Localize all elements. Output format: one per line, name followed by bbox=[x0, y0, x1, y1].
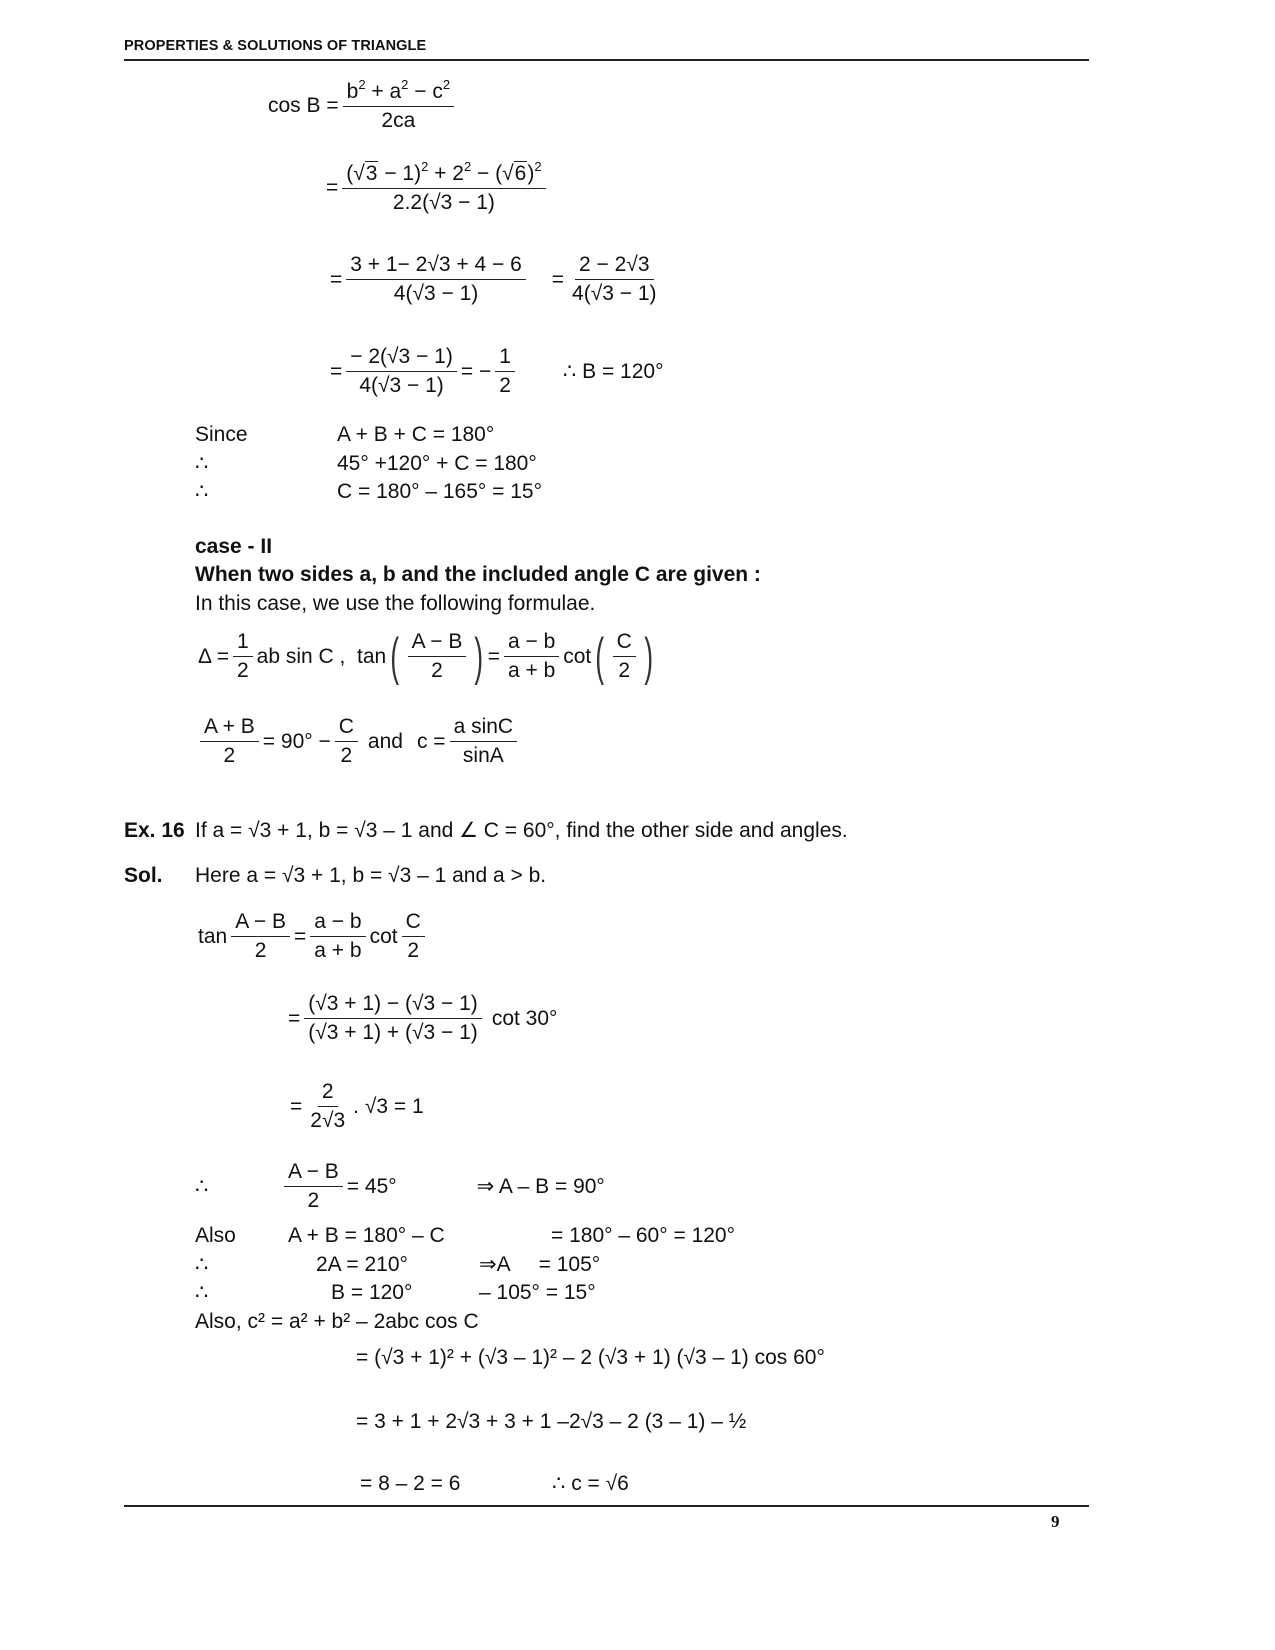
row-right: = 180° – 60° = 120° bbox=[551, 1224, 736, 1247]
row-expr: A + B + C = 180° bbox=[337, 423, 495, 446]
numerator: (√3 + 1) − (√3 − 1) bbox=[304, 992, 482, 1019]
ninety-minus: = 90° − bbox=[262, 729, 331, 753]
denominator: 2 bbox=[407, 939, 419, 963]
fraction bbox=[231, 910, 290, 963]
case2-heading: case - II bbox=[195, 535, 273, 558]
cot-30: cot 30° bbox=[491, 1006, 558, 1030]
denominator: 2√3 bbox=[310, 1109, 346, 1133]
numerator: C bbox=[402, 910, 425, 937]
cosB-lhs: cos B = bbox=[268, 93, 339, 117]
row-expr: 45° +120° + C = 180° bbox=[337, 451, 537, 475]
numerator: $b^2 + a^2 - c^2$ bbox=[343, 78, 454, 107]
example-label: Ex. 16 bbox=[124, 818, 185, 842]
c-squared-step3 bbox=[360, 1471, 629, 1496]
numerator: 2 bbox=[318, 1080, 338, 1107]
row-label: Also bbox=[195, 1224, 236, 1247]
equals-minus: = − bbox=[460, 359, 492, 383]
area-expr: ab sin C , tan bbox=[256, 644, 387, 668]
denominator: 2 bbox=[618, 659, 631, 683]
equals-sign: = bbox=[294, 924, 307, 948]
numerator: A + B bbox=[200, 715, 259, 742]
tan-formula bbox=[198, 910, 429, 963]
difference-implies: ⇒ A – B = 90° bbox=[476, 1175, 605, 1199]
fraction bbox=[335, 715, 358, 768]
also-block bbox=[195, 1222, 735, 1336]
denominator: 2 bbox=[307, 1189, 320, 1213]
numerator: a − b bbox=[504, 630, 559, 657]
fraction bbox=[408, 630, 467, 683]
therefore-label: ∴ bbox=[195, 1175, 209, 1199]
tan-step2 bbox=[290, 1080, 424, 1133]
row-mid: B = 120° bbox=[331, 1281, 413, 1304]
denominator: 2 bbox=[254, 939, 267, 963]
fraction bbox=[284, 1160, 343, 1213]
numerator: 1 bbox=[495, 345, 515, 372]
case2-subheading: When two sides a, b and the included angle C are given : bbox=[195, 563, 761, 586]
question-text: If a = √3 + 1, b = √3 – 1 and ∠ C = 60°, find the other side and angles. bbox=[195, 819, 848, 842]
cosB-step3 bbox=[330, 345, 664, 398]
numerator: 3 + 1− 2√3 + 4 − 6 bbox=[346, 253, 526, 280]
right-paren: ) bbox=[474, 627, 484, 686]
denominator: 2ca bbox=[381, 109, 416, 133]
example-16-question bbox=[124, 818, 848, 843]
page-number: 9 bbox=[1051, 1512, 1060, 1531]
row-mid: 2A = 210° bbox=[316, 1252, 408, 1276]
fraction bbox=[346, 345, 457, 398]
fraction bbox=[450, 715, 518, 768]
left-paren: ( bbox=[595, 627, 605, 686]
denominator: 2 bbox=[236, 659, 249, 683]
and-word: and bbox=[367, 729, 403, 753]
denominator: 4(√3 − 1) bbox=[572, 282, 657, 306]
denominator: 4(√3 − 1) bbox=[393, 282, 479, 306]
c-equals: c = bbox=[416, 729, 446, 753]
row-label: Since bbox=[195, 423, 248, 446]
conclusion-B: ∴ B = 120° bbox=[562, 360, 664, 384]
numerator: a sinC bbox=[450, 715, 518, 742]
fraction-one-half bbox=[495, 345, 515, 398]
therefore-label: ∴ bbox=[195, 1281, 209, 1304]
fraction bbox=[306, 1080, 349, 1133]
numerator: $(√3 - 1)^2 + 2^2 - (√6)^2$ bbox=[342, 160, 545, 189]
delta-symbol: Δ = bbox=[198, 644, 229, 668]
half-difference-row bbox=[195, 1160, 605, 1213]
denominator: a + b bbox=[314, 939, 362, 963]
equals-sign: = bbox=[330, 267, 343, 291]
fraction bbox=[402, 910, 425, 963]
cot-label: cot bbox=[563, 644, 592, 668]
row-right: – 105° = 15° bbox=[479, 1281, 596, 1304]
numerator: − 2(√3 − 1) bbox=[346, 345, 457, 372]
solution-intro-text: Here a = √3 + 1, b = √3 – 1 and a > b. bbox=[195, 864, 547, 887]
therefore-label: ∴ bbox=[195, 1252, 209, 1276]
solution-intro bbox=[124, 864, 546, 888]
numerator: A − B bbox=[284, 1160, 343, 1187]
therefore-label: ∴ bbox=[195, 480, 209, 503]
fraction bbox=[568, 253, 660, 306]
denominator: 2 bbox=[340, 744, 353, 768]
denominator: 2 bbox=[499, 374, 511, 398]
numerator: 1 bbox=[233, 630, 253, 657]
since-block bbox=[195, 421, 542, 507]
denominator: (√3 + 1) + (√3 − 1) bbox=[308, 1021, 478, 1045]
equals-sign: = bbox=[487, 644, 500, 668]
c-result: ∴ c = √6 bbox=[552, 1472, 629, 1495]
cosine-rule: Also, c² = a² + b² – 2abc cos C bbox=[195, 1309, 479, 1333]
row-mid: A + B = 180° – C bbox=[288, 1224, 445, 1247]
c-squared-step2: = 3 + 1 + 2√3 + 3 + 1 –2√3 – 2 (3 – 1) – ½ bbox=[356, 1410, 747, 1433]
fraction bbox=[304, 992, 482, 1045]
tan-step1 bbox=[288, 992, 557, 1045]
denominator: 2.2(√3 − 1) bbox=[392, 191, 495, 215]
numerator: C bbox=[335, 715, 358, 742]
solution-label: Sol. bbox=[124, 864, 163, 887]
denominator: 2 bbox=[431, 659, 443, 683]
case2-formula-row1 bbox=[198, 627, 657, 686]
fraction bbox=[200, 715, 259, 768]
c-squared-value: = 8 – 2 = 6 bbox=[360, 1471, 461, 1495]
denominator: 2 bbox=[223, 744, 236, 768]
header-rule bbox=[124, 59, 1089, 61]
fraction bbox=[342, 160, 545, 215]
equals-sign: = bbox=[551, 267, 565, 291]
fraction bbox=[343, 78, 454, 133]
case2-intro: In this case, we use the following formulae. bbox=[195, 592, 596, 615]
fraction bbox=[613, 630, 636, 683]
equals-sign: = bbox=[288, 1006, 301, 1030]
numerator: C bbox=[613, 630, 636, 657]
denominator: sinA bbox=[462, 744, 504, 768]
page-header-title: PROPERTIES & SOLUTIONS OF TRIANGLE bbox=[124, 38, 427, 54]
cosB-step1 bbox=[326, 160, 550, 215]
cot-label: cot bbox=[369, 924, 398, 948]
cosB-step2 bbox=[330, 253, 665, 306]
numerator: A − B bbox=[231, 910, 290, 937]
fraction bbox=[346, 253, 526, 306]
denominator: a + b bbox=[507, 659, 556, 683]
therefore-label: ∴ bbox=[195, 451, 209, 475]
denominator: 4(√3 − 1) bbox=[359, 374, 444, 398]
equals-sign: = bbox=[326, 175, 339, 199]
equals-sign: = bbox=[290, 1094, 303, 1118]
row-expr: C = 180° – 165° = 15° bbox=[337, 480, 543, 503]
row-right: ⇒A = 105° bbox=[479, 1252, 601, 1276]
left-paren: ( bbox=[390, 627, 400, 686]
step2-tail: . √3 = 1 bbox=[353, 1094, 424, 1118]
cosB-formula bbox=[268, 78, 458, 133]
case2-formula-row2 bbox=[196, 715, 521, 768]
right-paren: ) bbox=[644, 627, 653, 686]
numerator: A − B bbox=[408, 630, 467, 657]
tan-label: tan bbox=[198, 924, 228, 948]
numerator: a − b bbox=[310, 910, 365, 937]
numerator: 2 − 2√3 bbox=[575, 253, 654, 280]
fraction-one-half bbox=[233, 630, 253, 683]
equals-sign: = bbox=[330, 359, 343, 383]
half-diff-value: = 45° bbox=[346, 1174, 397, 1198]
fraction bbox=[504, 630, 559, 683]
fraction bbox=[310, 910, 365, 963]
footer-rule bbox=[124, 1505, 1089, 1507]
c-squared-step1: = (√3 + 1)² + (√3 – 1)² – 2 (√3 + 1) (√3 – 1) cos 60° bbox=[356, 1346, 825, 1369]
